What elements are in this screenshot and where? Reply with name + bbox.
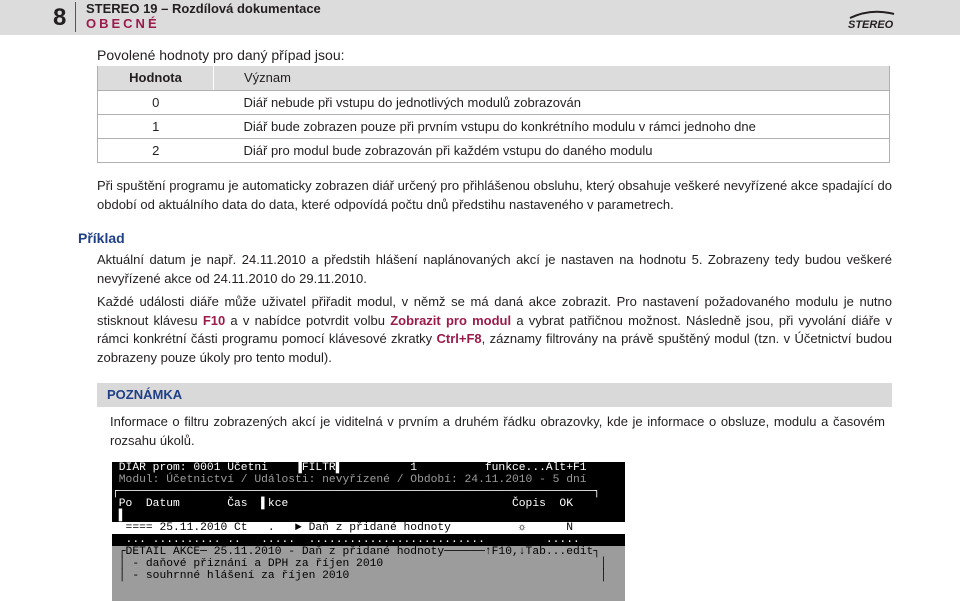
dos-detail-line: │ - daňové přiznání a DPH za říjen 2010 │ — [112, 558, 625, 570]
paragraph-diary-startup: Při spuštění programu je automaticky zobrazen diář určený pro přihlášenou obsluhu, který obsahuje veškeré nevyřízené akce spadající do období od aktuálního data do data, které odpovídá počtu dnů předstihu nastaveného v parametrech. — [97, 178, 892, 212]
note-box — [97, 383, 892, 453]
note-title: POZNÁMKA — [107, 387, 183, 402]
paragraph-module-assignment — [97, 293, 892, 367]
stereo-logo-icon — [846, 8, 896, 30]
text-segment: , záznamy filtrovány na právě spuštěný modul (tzn. v Účetnictví budou zobrazeny pouze úkoly pro tento modul). — [97, 331, 892, 365]
page-number: 8 — [53, 4, 67, 31]
table-row — [98, 138, 890, 162]
column-header-meaning: Význam — [214, 66, 890, 90]
dos-row[interactable]: ... .......... .. ..... .......................... ..... — [112, 534, 625, 546]
text-segment: Každé události diáře může uživatel přiřadit modul, v němž se má daná akce zobrazit. Pro nastavení požadovaného modulu je nutno stisknout klávesu — [97, 294, 892, 328]
dos-detail-title: ┌DETAIL AKCE─ 25.11.2010 - Daň z přidané hodnoty──────↑F10,↓Tab...edit┐ — [112, 546, 625, 558]
menu-option-show-for-module: Zobrazit pro modul — [390, 312, 512, 328]
text-segment: a vybrat patřičnou možnost. Následně jsou, při vyvolání diáře v rámci konkrétní části programu pomocí klávesové zkratky — [97, 312, 893, 346]
table-cell-value: 2 — [98, 138, 214, 162]
table-cell-value: 0 — [98, 90, 214, 114]
dos-empty-row: ▌ — [112, 510, 625, 534]
table-cell-meaning: Diář nebude při vstupu do jednotlivých modulů zobrazován — [214, 90, 890, 114]
table-row — [98, 114, 890, 138]
table-cell-value: 1 — [98, 114, 214, 138]
dos-detail-blank — [112, 582, 625, 601]
page-header — [0, 0, 960, 35]
section-name: OBECNÉ — [86, 16, 160, 31]
table-cell-meaning: Diář bude zobrazen pouze při prvním vstupu do konkrétního modulu v rámci jednoho dne — [214, 114, 890, 138]
table-cell-meaning: Diář pro modul bude zobrazován při každém vstupu do daného modulu — [214, 138, 890, 162]
values-table — [97, 66, 890, 163]
dos-detail-line: │ - souhrnné hlášení za říjen 2010 │ — [112, 570, 625, 582]
example-heading: Příklad — [78, 230, 125, 246]
dos-selected-row[interactable]: ==== 25.11.2010 Čt . ► Daň z přidané hodnoty ☼ N — [112, 522, 625, 534]
text-segment: a v nabídce potvrdit volbu — [225, 312, 391, 328]
paragraph-example: Aktuální datum je např. 24.11.2010 a předstih hlášení naplánovaných akcí je nastaven na hodnotu 5. Zobrazeny tedy budou veškeré nevyřízené akce od 24.11.2010 do 29.11.2010. — [97, 252, 892, 286]
dos-filter-line: Modul: Účetnictví / Události: nevyřízené / Období: 24.11.2010 - 5 dní — [112, 474, 625, 486]
table-header-row — [98, 66, 890, 90]
key-f10: F10 — [202, 312, 226, 328]
note-text: Informace o filtru zobrazených akcí je viditelná v prvním a druhém řádku obrazovky, kde je informace o obsluze, modulu a časovém rozsahu úkolů. — [110, 414, 885, 448]
dos-screenshot — [112, 462, 625, 601]
header-divider — [75, 2, 76, 32]
table-row — [98, 90, 890, 114]
note-title-bar — [97, 383, 892, 407]
key-ctrl-f8: Ctrl+F8 — [436, 331, 482, 346]
logo-text: STEREO — [848, 19, 894, 30]
dos-status-line: DIÁŘ prom: 0001 Účetni ▐FILTR▌ 1 funkce...Alt+F1 — [112, 462, 625, 474]
dos-column-headers: Po Datum Čas ▌kce Čopis OK — [112, 498, 625, 510]
document-title: STEREO 19 – Rozdílová dokumentace — [86, 1, 321, 16]
dos-frame-top: ┌──────────────────────────────────────────────────────────────────────┐ — [112, 486, 625, 498]
intro-text: Povolené hodnoty pro daný případ jsou: — [97, 47, 345, 63]
column-header-value: Hodnota — [98, 66, 214, 90]
